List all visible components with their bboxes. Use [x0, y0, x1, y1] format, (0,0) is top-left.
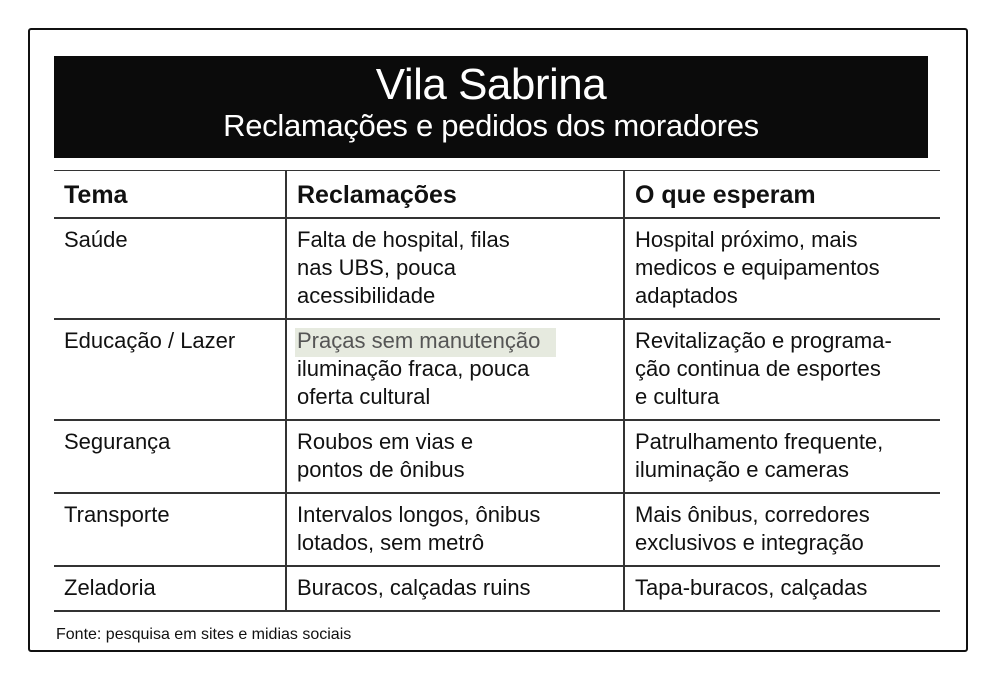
cell-line: Falta de hospital, filas [297, 227, 510, 252]
cell-line [297, 327, 613, 355]
cell-line: iluminação e cameras [635, 457, 849, 482]
cell-line: iluminação fraca, pouca [297, 356, 530, 381]
cell-line: Revitalização e programa- [635, 328, 892, 353]
cell-esperam [624, 566, 940, 611]
cell-tema: Transporte [54, 493, 286, 566]
cell-line: Buracos, calçadas ruins [297, 575, 531, 600]
cell-line: Hospital próximo, mais [635, 227, 858, 252]
cell-line: oferta cultural [297, 384, 431, 409]
cell-line: lotados, sem metrô [297, 530, 485, 555]
cell-line: acessibilidade [297, 283, 436, 308]
cell-esperam [624, 319, 940, 420]
page-subtitle: Reclamações e pedidos dos moradores [223, 108, 759, 143]
cell-esperam [624, 493, 940, 566]
cell-line: Intervalos longos, ônibus [297, 502, 541, 527]
cell-esperam [624, 420, 940, 493]
cell-line: Roubos em vias e [297, 429, 474, 454]
cell-line: exclusivos e integração [635, 530, 864, 555]
cell-tema: Saúde [54, 218, 286, 319]
cell-tema: Segurança [54, 420, 286, 493]
highlighted-text: Praças sem manutenção [295, 328, 556, 357]
cell-line: Tapa-buracos, calçadas [635, 575, 868, 600]
cell-reclamacoes [286, 420, 624, 493]
title-banner [54, 56, 928, 158]
cell-reclamacoes [286, 319, 624, 420]
cell-line: nas UBS, pouca [297, 255, 456, 280]
complaints-table [54, 170, 940, 612]
source-note: Fonte: pesquisa em sites e midias sociais [56, 626, 352, 643]
cell-reclamacoes [286, 493, 624, 566]
cell-line: ção continua de esportes [635, 356, 881, 381]
table-row [54, 218, 940, 319]
cell-tema: Educação / Lazer [54, 319, 286, 420]
cell-line: e cultura [635, 384, 720, 409]
cell-line: Mais ônibus, corredores [635, 502, 870, 527]
cell-line: medicos e equipamentos [635, 255, 880, 280]
column-header-tema: Tema [54, 171, 286, 219]
cell-line: pontos de ônibus [297, 457, 465, 482]
cell-reclamacoes [286, 218, 624, 319]
table-row [54, 493, 940, 566]
cell-line: adaptados [635, 283, 738, 308]
column-header-esperam: O que esperam [624, 171, 940, 219]
cell-line: Patrulhamento frequente, [635, 429, 884, 454]
table-row [54, 566, 940, 611]
table-row [54, 319, 940, 420]
cell-tema: Zeladoria [54, 566, 286, 611]
page-title: Vila Sabrina [375, 60, 607, 109]
cell-reclamacoes [286, 566, 624, 611]
table-row [54, 420, 940, 493]
table-header-row [54, 171, 940, 219]
cell-esperam [624, 218, 940, 319]
column-header-reclamacoes: Reclamações [286, 171, 624, 219]
